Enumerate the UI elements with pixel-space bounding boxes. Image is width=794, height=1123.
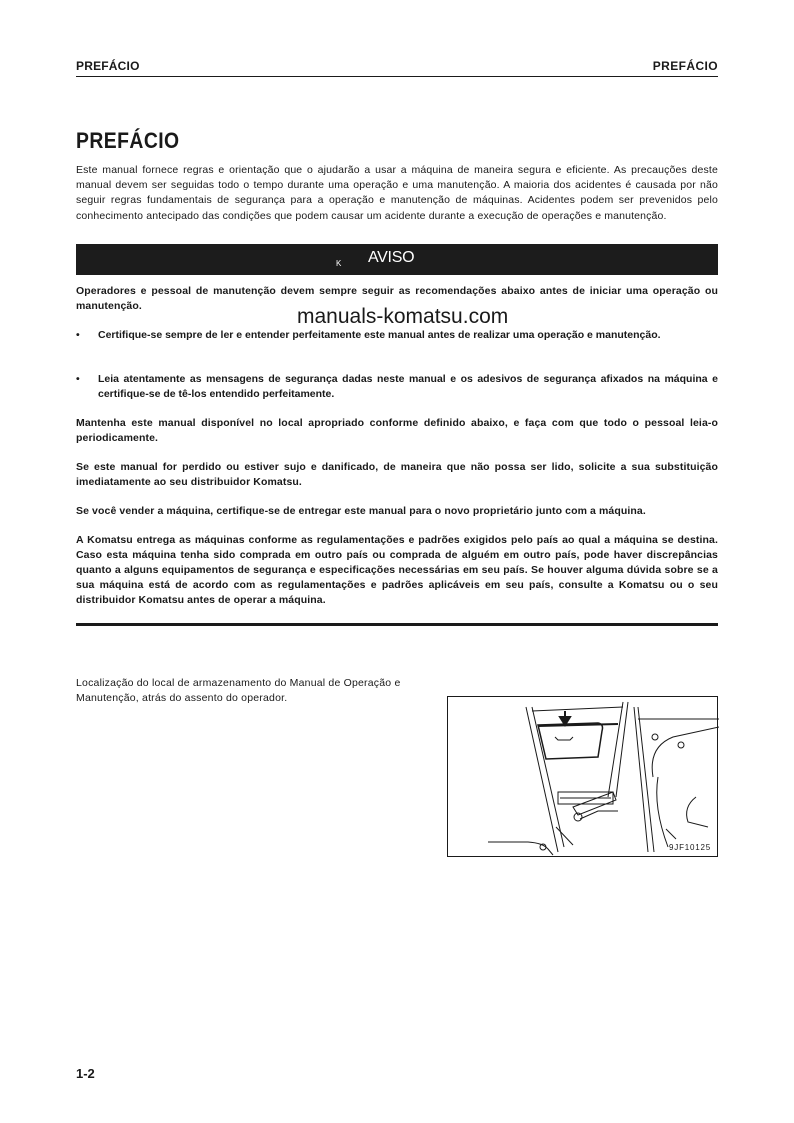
page-title: PREFÁCIO [76, 128, 180, 153]
warning-banner [76, 244, 718, 275]
bullet-text: Leia atentamente as mensagens de segurança dadas neste manual e os adesivos de segurança afixados na máquina e certifique-se de tê-los entendido perfeitamente. [98, 373, 718, 400]
header-right-title: PREFÁCIO [652, 59, 718, 73]
paragraph-keep-manual: Mantenha este manual disponível no local apropriado conforme definido abaixo, e faça com que todo o pessoal leia-o periodicamente. [76, 417, 718, 444]
header-left-title: PREFÁCIO [76, 59, 140, 73]
section-divider [76, 623, 718, 626]
bullet-text: Certifique-se sempre de ler e entender perfeitamente este manual antes de realizar uma operação e manutenção. [98, 329, 661, 341]
manual-storage-illustration-icon [448, 697, 719, 858]
warning-icon: K [336, 259, 342, 268]
warning-intro: Operadores e pessoal de manutenção devem sempre seguir as recomendações abaixo antes de iniciar uma operação ou manutenção. [76, 285, 718, 312]
bullet-marker: • [76, 373, 80, 385]
manual-storage-figure [447, 696, 718, 857]
bullet-item [76, 328, 718, 343]
paragraph-regulations: A Komatsu entrega as máquinas conforme as regulamentações e padrões exigidos pelo país ao qual a máquina se destina. Caso esta máquina tenha sido comprada em outro país ou comprada de alguém em outro país, pode haver discrepâncias quanto a alguns equipamentos de segurança e especificações necessárias em seu país. Se houver alguma dúvida sobre se a sua máquina está de acordo com as regulamentações e padrões aplicáveis em seu país, consulte a Komatsu ou o seu distribuidor Komatsu antes de operar a máquina. [76, 534, 718, 606]
bullet-marker: • [76, 329, 80, 341]
page-number: 1-2 [76, 1066, 95, 1081]
watermark: manuals-komatsu.com [297, 305, 509, 328]
intro-paragraph: Este manual fornece regras e orientação que o ajudarão a usar a máquina de maneira segura e eficiente. As precauções deste manual devem ser seguidas todo o tempo durante uma operação e uma manutenção. A maioria dos acidentes é causada por não seguir regras fundamentais de segurança para a operação e manutenção de máquinas. Acidentes podem ser prevenidos pelo conhecimento antecipado das condições que podem causar um acidente durante a execução de operações e manutenção. [76, 164, 718, 222]
paragraph-lost-manual: Se este manual for perdido ou estiver sujo e danificado, de maneira que não possa ser lido, solicite a sua substituição imediatamente ao seu distribuidor Komatsu. [76, 461, 718, 488]
storage-caption: Localização do local de armazenamento do Manual de Operação e Manutenção, atrás do assento do operador. [76, 677, 401, 704]
page-header [76, 58, 718, 77]
figure-id: 9JF10125 [669, 843, 711, 852]
warning-label: AVISO [368, 249, 415, 266]
paragraph-sell-machine: Se você vender a máquina, certifique-se de entregar este manual para o novo proprietário junto com a máquina. [76, 505, 646, 517]
bullet-item [76, 372, 718, 402]
